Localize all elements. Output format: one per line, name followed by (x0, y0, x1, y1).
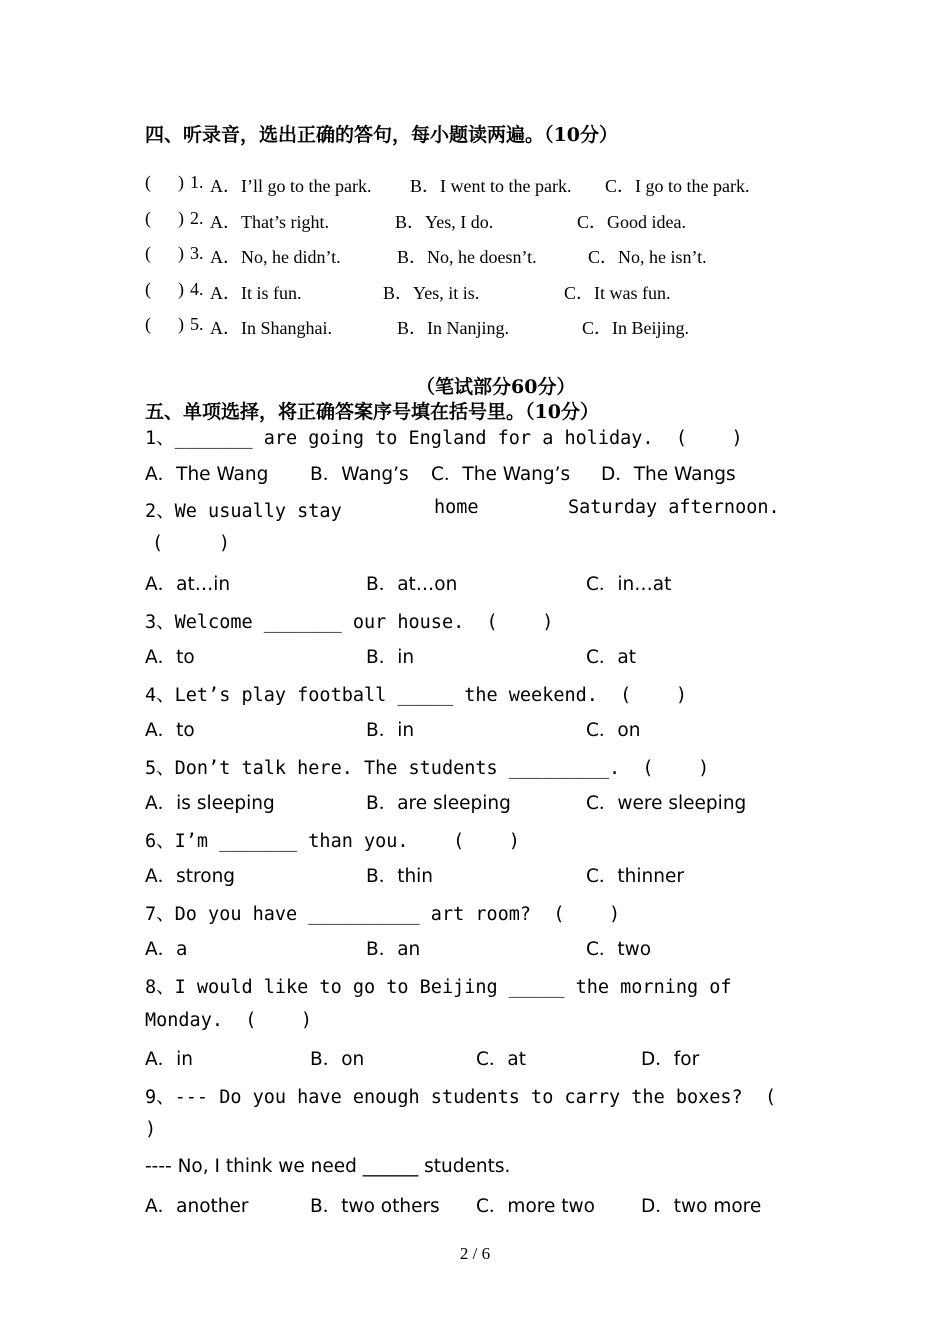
answer-paren-open: ( (145, 314, 151, 334)
option-c: C．I go to the park. (605, 176, 750, 196)
option-c: C．No, he isn’t. (588, 247, 707, 267)
option-a: A．strong (145, 866, 236, 887)
option-b: B．I went to the park. (410, 176, 572, 196)
answer-paren-close: ) (178, 208, 184, 228)
option-c: C．In Beijing. (582, 318, 689, 338)
option-b: B．at…on (366, 574, 458, 595)
option-a: A．to (145, 720, 195, 741)
written-part-header: （笔试部分60分） (416, 376, 576, 398)
option-c: C．more two (476, 1196, 595, 1217)
option-b: B．In Nanjing. (397, 318, 509, 338)
option-d: D．two more (641, 1196, 762, 1217)
question-stem-part2: home (434, 497, 479, 518)
option-b: B．Yes, I do. (395, 212, 494, 232)
option-a: A．That’s right. (210, 212, 329, 232)
option-b: B．Wang’s (310, 464, 409, 485)
option-c: C．It was fun. (564, 283, 671, 303)
option-b: B．an (366, 939, 421, 960)
question-number: 4. (190, 279, 204, 299)
option-a: A．The Wang (145, 464, 269, 485)
option-b: B．thin (366, 866, 434, 887)
question-stem-line2: Monday. ( ) (145, 1010, 313, 1031)
option-c: C．two (586, 939, 652, 960)
question-response: ---- No, I think we need ______ students. (145, 1156, 511, 1177)
question-number: 1. (190, 172, 204, 192)
option-a: A．In Shanghai. (210, 318, 332, 338)
option-a: A．in (145, 1049, 194, 1070)
answer-paren-open: ( (145, 172, 151, 192)
answer-paren-open: ( (145, 243, 151, 263)
option-c: C．in…at (586, 574, 672, 595)
option-a: A．I’ll go to the park. (210, 176, 372, 196)
question-stem: 6、I’m _______ than you. ( ) (145, 831, 520, 852)
option-b: B．are sleeping (366, 793, 511, 814)
option-a: A．another (145, 1196, 249, 1217)
question-number: 3. (190, 243, 204, 263)
option-d: D．The Wangs (601, 464, 736, 485)
option-c: C．on (586, 720, 641, 741)
answer-paren-open: ( (145, 279, 151, 299)
question-stem: 7、Do you have __________ art room? ( ) (145, 904, 621, 925)
question-stem-part1: 2、We usually stay (145, 501, 342, 522)
option-a: A．It is fun. (210, 283, 302, 303)
option-c: C．Good idea. (577, 212, 686, 232)
answer-parens: ( ) (152, 533, 230, 554)
question-number: 2. (190, 208, 204, 228)
option-c: C．were sleeping (586, 793, 747, 814)
question-stem: 3、Welcome _______ our house. ( ) (145, 612, 554, 633)
option-c: C．The Wang’s (431, 464, 571, 485)
question-stem-part3: Saturday afternoon. (568, 497, 780, 518)
option-b: B．two others (310, 1196, 440, 1217)
answer-paren-open: ( (145, 208, 151, 228)
answer-paren-close: ) (178, 243, 184, 263)
option-c: C．at (586, 647, 637, 668)
answer-paren-close: ) (178, 279, 184, 299)
section5-title: 五、单项选择，将正确答案序号填在括号里。（10分） (145, 401, 599, 423)
option-a: A．is sleeping (145, 793, 275, 814)
answer-paren-close: ) (178, 314, 184, 334)
option-b: B．in (366, 647, 415, 668)
option-a: A．to (145, 647, 195, 668)
option-d: D．for (641, 1049, 700, 1070)
question-stem-line1: 9、--- Do you have enough students to carry the boxes? ( (145, 1087, 777, 1108)
section4-title: 四、听录音，选出正确的答句，每小题读两遍。（10分） (145, 124, 618, 146)
option-b: B．No, he doesn’t. (397, 247, 537, 267)
option-c: C．thinner (586, 866, 684, 887)
question-stem: 5、Don’t talk here. The students _________. ( ) (145, 758, 710, 779)
option-b: B．on (310, 1049, 365, 1070)
option-a: A．a (145, 939, 188, 960)
option-b: B．in (366, 720, 415, 741)
option-b: B．Yes, it is. (383, 283, 480, 303)
question-stem-line1: 8、I would like to go to Beijing _____ the morning of (145, 977, 732, 998)
question-stem-line2: ) (145, 1119, 157, 1140)
question-number: 5. (190, 314, 204, 334)
question-stem: 4、Let’s play football _____ the weekend. ( ) (145, 685, 687, 706)
answer-paren-close: ) (178, 172, 184, 192)
option-a: A．at…in (145, 574, 231, 595)
question-stem: 1、_______ are going to England for a holiday. ( ) (145, 428, 743, 449)
option-c: C．at (476, 1049, 527, 1070)
page-number: 2 / 6 (459, 1244, 491, 1263)
option-a: A．No, he didn’t. (210, 247, 341, 267)
